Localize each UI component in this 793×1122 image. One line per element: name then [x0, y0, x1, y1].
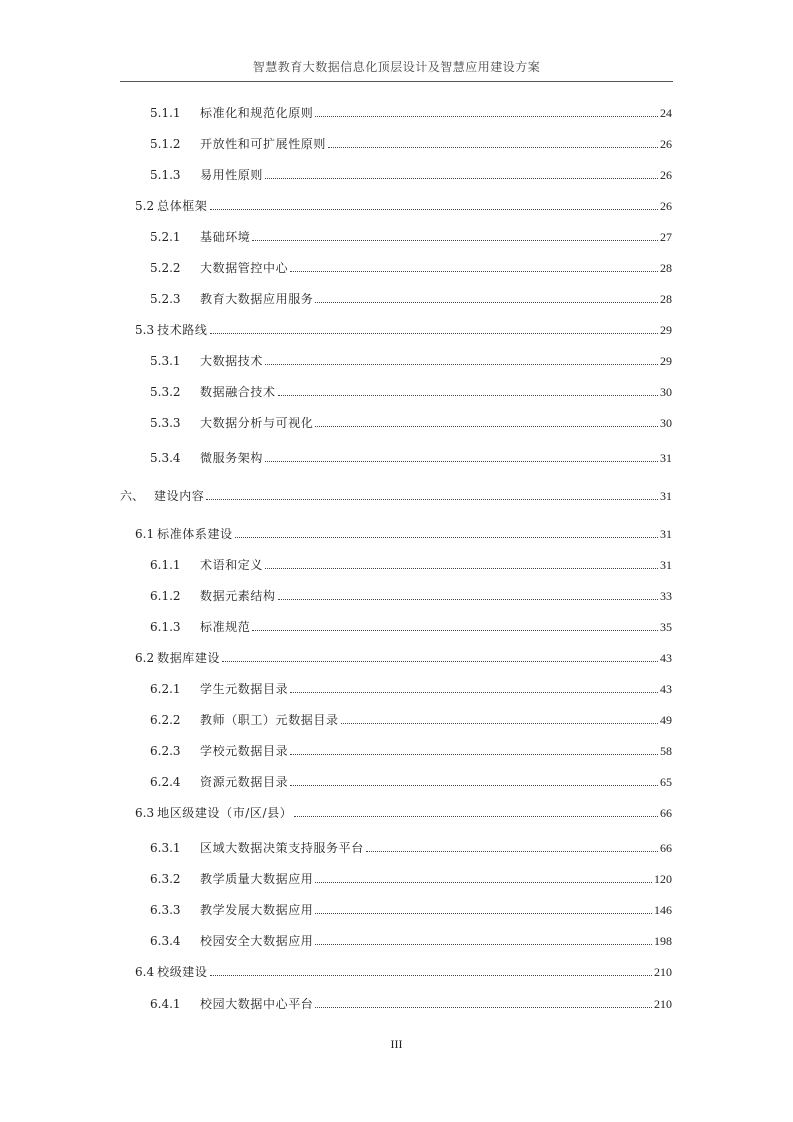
- toc-entry-page: 27: [660, 230, 672, 244]
- toc-entry-page: 29: [660, 354, 672, 368]
- toc-entry-title: 术语和定义: [200, 558, 264, 572]
- toc-entry-title: 校级建设: [157, 965, 208, 979]
- toc-entry-number: 5.2.3: [150, 292, 181, 306]
- toc-entry-title: 教育大数据应用服务: [200, 292, 314, 306]
- toc-entry-page: 28: [660, 261, 672, 275]
- toc-dot-leader: [328, 147, 658, 148]
- toc-dot-leader: [290, 785, 658, 786]
- toc-entry[interactable]: [135, 962, 672, 980]
- toc-entry[interactable]: [150, 994, 672, 1012]
- toc-entry-number: 6.3: [135, 806, 155, 820]
- toc-entry[interactable]: [150, 413, 672, 431]
- toc-entry-page: 66: [660, 841, 672, 855]
- toc-entry[interactable]: [150, 103, 672, 121]
- toc-dot-leader: [265, 364, 658, 365]
- toc-dot-leader: [290, 271, 658, 272]
- toc-entry-number: 6.1: [135, 527, 155, 541]
- toc-entry-title: 教学质量大数据应用: [200, 872, 314, 886]
- toc-dot-leader: [315, 944, 652, 945]
- toc-entry-title: 数据元素结构: [200, 589, 276, 603]
- toc-entry-title: 学校元数据目录: [200, 744, 289, 758]
- toc-dot-leader: [315, 913, 652, 914]
- toc-entry[interactable]: [150, 869, 672, 887]
- toc-entry[interactable]: [150, 134, 672, 152]
- toc-entry-page: 26: [660, 168, 672, 182]
- toc-entry[interactable]: [135, 524, 672, 542]
- toc-entry-title: 大数据技术: [200, 354, 264, 368]
- toc-entry-page: 146: [654, 903, 672, 917]
- toc-entry-title: 标准体系建设: [157, 527, 233, 541]
- toc-entry-title: 建设内容: [154, 489, 205, 503]
- toc-entry-number: 6.2.3: [150, 744, 181, 758]
- toc-entry-page: 29: [660, 323, 672, 337]
- toc-entry-title: 资源元数据目录: [200, 775, 289, 789]
- toc-entry-number: 5.2.2: [150, 261, 181, 275]
- toc-entry-number: 5.1.3: [150, 168, 181, 182]
- toc-dot-leader: [206, 499, 658, 500]
- toc-entry-number: 6.1.3: [150, 620, 181, 634]
- toc-entry-page: 31: [660, 489, 672, 503]
- toc-dot-leader: [278, 395, 658, 396]
- toc-entry-number: 六、: [120, 489, 145, 503]
- toc-entry-number: 5.3.2: [150, 385, 181, 399]
- toc-dot-leader: [222, 661, 658, 662]
- toc-entry[interactable]: [135, 803, 672, 821]
- toc-dot-leader: [315, 426, 658, 427]
- toc-entry-title: 教学发展大数据应用: [200, 903, 314, 917]
- toc-entry-number: 6.4: [135, 965, 155, 979]
- toc-dot-leader: [315, 302, 658, 303]
- toc-entry[interactable]: [120, 486, 672, 504]
- toc-entry-title: 校园安全大数据应用: [200, 934, 314, 948]
- toc-entry-page: 26: [660, 137, 672, 151]
- toc-entry-page: 43: [660, 651, 672, 665]
- toc-entry-page: 33: [660, 589, 672, 603]
- toc-entry-page: 35: [660, 620, 672, 634]
- toc-entry-number: 6.4.1: [150, 997, 181, 1011]
- toc-entry-number: 6.1.1: [150, 558, 181, 572]
- toc-entry[interactable]: [135, 196, 672, 214]
- toc-entry-title: 数据融合技术: [200, 385, 276, 399]
- toc-entry[interactable]: [150, 555, 672, 573]
- toc-entry-number: 5.2.1: [150, 230, 181, 244]
- toc-entry[interactable]: [150, 382, 672, 400]
- toc-entry-page: 31: [660, 451, 672, 465]
- toc-dot-leader: [294, 816, 658, 817]
- toc-entry-page: 30: [660, 416, 672, 430]
- toc-entry-title: 地区级建设（市/区/县）: [157, 806, 293, 820]
- toc-entry[interactable]: [135, 648, 672, 666]
- toc-entry-number: 6.3.2: [150, 872, 181, 886]
- toc-entry[interactable]: [150, 772, 672, 790]
- toc-entry[interactable]: [150, 448, 672, 466]
- toc-entry-number: 6.2.4: [150, 775, 181, 789]
- toc-entry[interactable]: [150, 838, 672, 856]
- toc-entry-title: 大数据管控中心: [200, 261, 289, 275]
- toc-entry-number: 6.3.3: [150, 903, 181, 917]
- toc-dot-leader: [210, 209, 659, 210]
- toc-entry-number: 5.3.3: [150, 416, 181, 430]
- toc-entry-page: 198: [654, 934, 672, 948]
- toc-entry-number: 6.3.4: [150, 934, 181, 948]
- toc-entry-page: 120: [654, 872, 672, 886]
- toc-dot-leader: [235, 537, 658, 538]
- toc-dot-leader: [315, 116, 658, 117]
- toc-dot-leader: [290, 754, 658, 755]
- toc-entry-title: 总体框架: [157, 199, 208, 213]
- toc-dot-leader: [366, 851, 658, 852]
- toc-entry[interactable]: [150, 289, 672, 307]
- toc-entry-number: 6.1.2: [150, 589, 181, 603]
- toc-entry-title: 基础环境: [200, 230, 251, 244]
- toc-entry-title: 校园大数据中心平台: [200, 997, 314, 1011]
- toc-dot-leader: [341, 723, 658, 724]
- toc-entry-number: 5.3.1: [150, 354, 181, 368]
- toc-entry-page: 210: [654, 965, 672, 979]
- toc-entry[interactable]: [150, 617, 672, 635]
- toc-entry-title: 教师（职工）元数据目录: [200, 713, 339, 727]
- toc-entry[interactable]: [150, 351, 672, 369]
- toc-entry-number: 5.1.2: [150, 137, 181, 151]
- toc-entry-title: 标准化和规范化原则: [200, 106, 314, 120]
- toc-entry-title: 开放性和可扩展性原则: [200, 137, 327, 151]
- toc-entry[interactable]: [150, 165, 672, 183]
- toc-entry-page: 26: [660, 199, 672, 213]
- toc-entry-page: 43: [660, 682, 672, 696]
- toc-dot-leader: [210, 975, 653, 976]
- toc-entry-title: 易用性原则: [200, 168, 264, 182]
- toc-entry-title: 区域大数据决策支持服务平台: [200, 841, 364, 855]
- toc-entry-number: 5.1.1: [150, 106, 181, 120]
- toc-dot-leader: [290, 692, 658, 693]
- toc-entry-title: 技术路线: [157, 323, 208, 337]
- toc-entry-page: 58: [660, 744, 672, 758]
- toc-entry-page: 24: [660, 106, 672, 120]
- toc-dot-leader: [315, 1007, 652, 1008]
- toc-entry-title: 数据库建设: [157, 651, 221, 665]
- toc-entry-title: 微服务架构: [200, 451, 264, 465]
- toc-entry-page: 31: [660, 527, 672, 541]
- toc-entry[interactable]: [150, 931, 672, 949]
- toc-entry[interactable]: [150, 586, 672, 604]
- toc-entry[interactable]: [135, 320, 672, 338]
- toc-entry[interactable]: [150, 258, 672, 276]
- toc-entry[interactable]: [150, 710, 672, 728]
- toc-entry-number: 6.3.1: [150, 841, 181, 855]
- toc-dot-leader: [265, 461, 658, 462]
- toc-entry-page: 28: [660, 292, 672, 306]
- toc-entry-page: 66: [660, 806, 672, 820]
- toc-dot-leader: [278, 599, 658, 600]
- toc-entry[interactable]: [150, 741, 672, 759]
- toc-dot-leader: [315, 882, 652, 883]
- toc-entry-number: 6.2.2: [150, 713, 181, 727]
- toc-dot-leader: [265, 178, 658, 179]
- toc-dot-leader: [210, 333, 659, 334]
- toc-entry-page: 65: [660, 775, 672, 789]
- toc-dot-leader: [252, 630, 658, 631]
- toc-entry-title: 大数据分析与可视化: [200, 416, 314, 430]
- toc-entry-number: 6.2: [135, 651, 155, 665]
- toc-dot-leader: [252, 240, 658, 241]
- toc-entry[interactable]: [150, 900, 672, 918]
- page-header: 智慧教育大数据信息化顶层设计及智慧应用建设方案: [252, 60, 541, 74]
- toc-entry[interactable]: [150, 679, 672, 697]
- toc-entry-number: 5.2: [135, 199, 155, 213]
- toc-entry-number: 5.3: [135, 323, 155, 337]
- toc-entry[interactable]: [150, 227, 672, 245]
- toc-entry-number: 6.2.1: [150, 682, 181, 696]
- toc-entry-page: 30: [660, 385, 672, 399]
- toc-entry-title: 学生元数据目录: [200, 682, 289, 696]
- toc-entry-page: 49: [660, 713, 672, 727]
- page-number: III: [390, 1037, 403, 1051]
- toc-entry-page: 31: [660, 558, 672, 572]
- toc-entry-page: 210: [654, 997, 672, 1011]
- toc-entry-title: 标准规范: [200, 620, 251, 634]
- toc-dot-leader: [265, 568, 658, 569]
- toc-entry-number: 5.3.4: [150, 451, 181, 465]
